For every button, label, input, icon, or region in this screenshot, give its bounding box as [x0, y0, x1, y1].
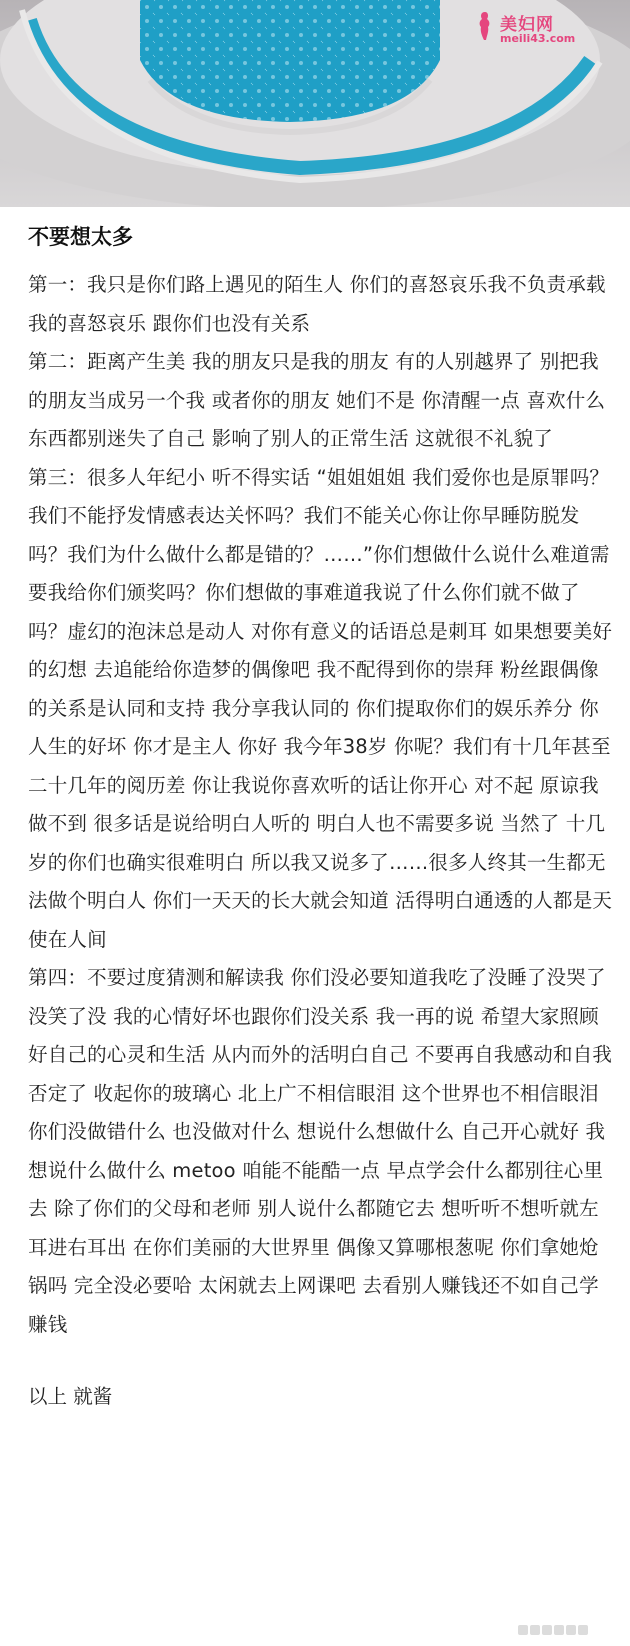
closing-line: 以上 就酱 — [28, 1385, 113, 1408]
woman-silhouette-icon — [474, 10, 496, 42]
article — [28, 222, 618, 1417]
header-photo — [0, 0, 630, 207]
watermark-url: meili43.com — [500, 32, 576, 45]
weibo-logo-icon — [518, 1625, 528, 1635]
paragraph-1: 第一：我只是你们路上遇见的陌生人 你们的喜怒哀乐我不负责承载 我的喜怒哀乐 跟你们也没有关系 — [28, 273, 606, 335]
watermark-brand: 美妇网 — [500, 15, 554, 35]
paragraph-3: 第三：很多人年纪小 听不得实话 “姐姐姐姐 我们爱你也是原罪吗？我们不能抒发情感表达关怀吗？我们不能关心你让你早睡防脱发吗？我们为什么做什么都是错的？……”你们想做什么说什么难道需要我给你们颁奖吗？你们想做的事难道我说了什么你们就不做了吗？虚幻的泡沫总是动人 对你有意义的话语总是刺耳 如果想要美好的幻想 去追能给你造梦的偶像吧 我不配得到你的崇拜 粉丝跟偶像的关系是认同和支持 我分享我认同的 你们提取你们的娱乐养分 你人生的好坏 你才是主人 你好 我今年38岁 你呢？我们有十几年甚至二十几年的阅历差 你让我说你喜欢听的话让你开心 对不起 原谅我做不到 很多话是说给明白人听的 明白人也不需要多说 当然了 十几岁的你们也确实很难明白 所以我又说多了……很多人终其一生都无法做个明白人 你们一天天的长大就会知道 活得明白通透的人都是天使在人间 — [28, 465, 613, 951]
paragraph-2: 第二：距离产生美 我的朋友只是我的朋友 有的人别越界了 别把我的朋友当成另一个我 或者你的朋友 她们不是 你清醒一点 喜欢什么东西都别迷失了自己 影响了别人的正常生活 这就很不礼貌了 — [28, 350, 606, 450]
watermark — [474, 10, 594, 50]
paragraph-4: 第四：不要过度猜测和解读我 你们没必要知道我吃了没睡了没哭了没笑了没 我的心情好坏也跟你们没关系 我一再的说 希望大家照顾好自己的心灵和生活 从内而外的活明白自己 不要再自我感动和自我否定了 收起你的玻璃心 北上广不相信眼泪 这个世界也不相信眼泪 你们没做错什么 也没做对什么 想说什么想做什么 自己开心就好 我想说什么做什么 metoo 咱能不能酷一点 早点学会什么都别往心里去 除了你们的父母和老师 别人说什么都随它去 想听听不想听就左耳进右耳出 在你们美丽的大世界里 偶像又算哪根葱呢 你们拿她炝锅吗 完全没必要哈 太闲就去上网课吧 去看别人赚钱还不如自己学赚钱 — [28, 966, 613, 1336]
article-title: 不要想太多 — [28, 225, 133, 249]
weibo-watermark — [518, 1620, 608, 1634]
